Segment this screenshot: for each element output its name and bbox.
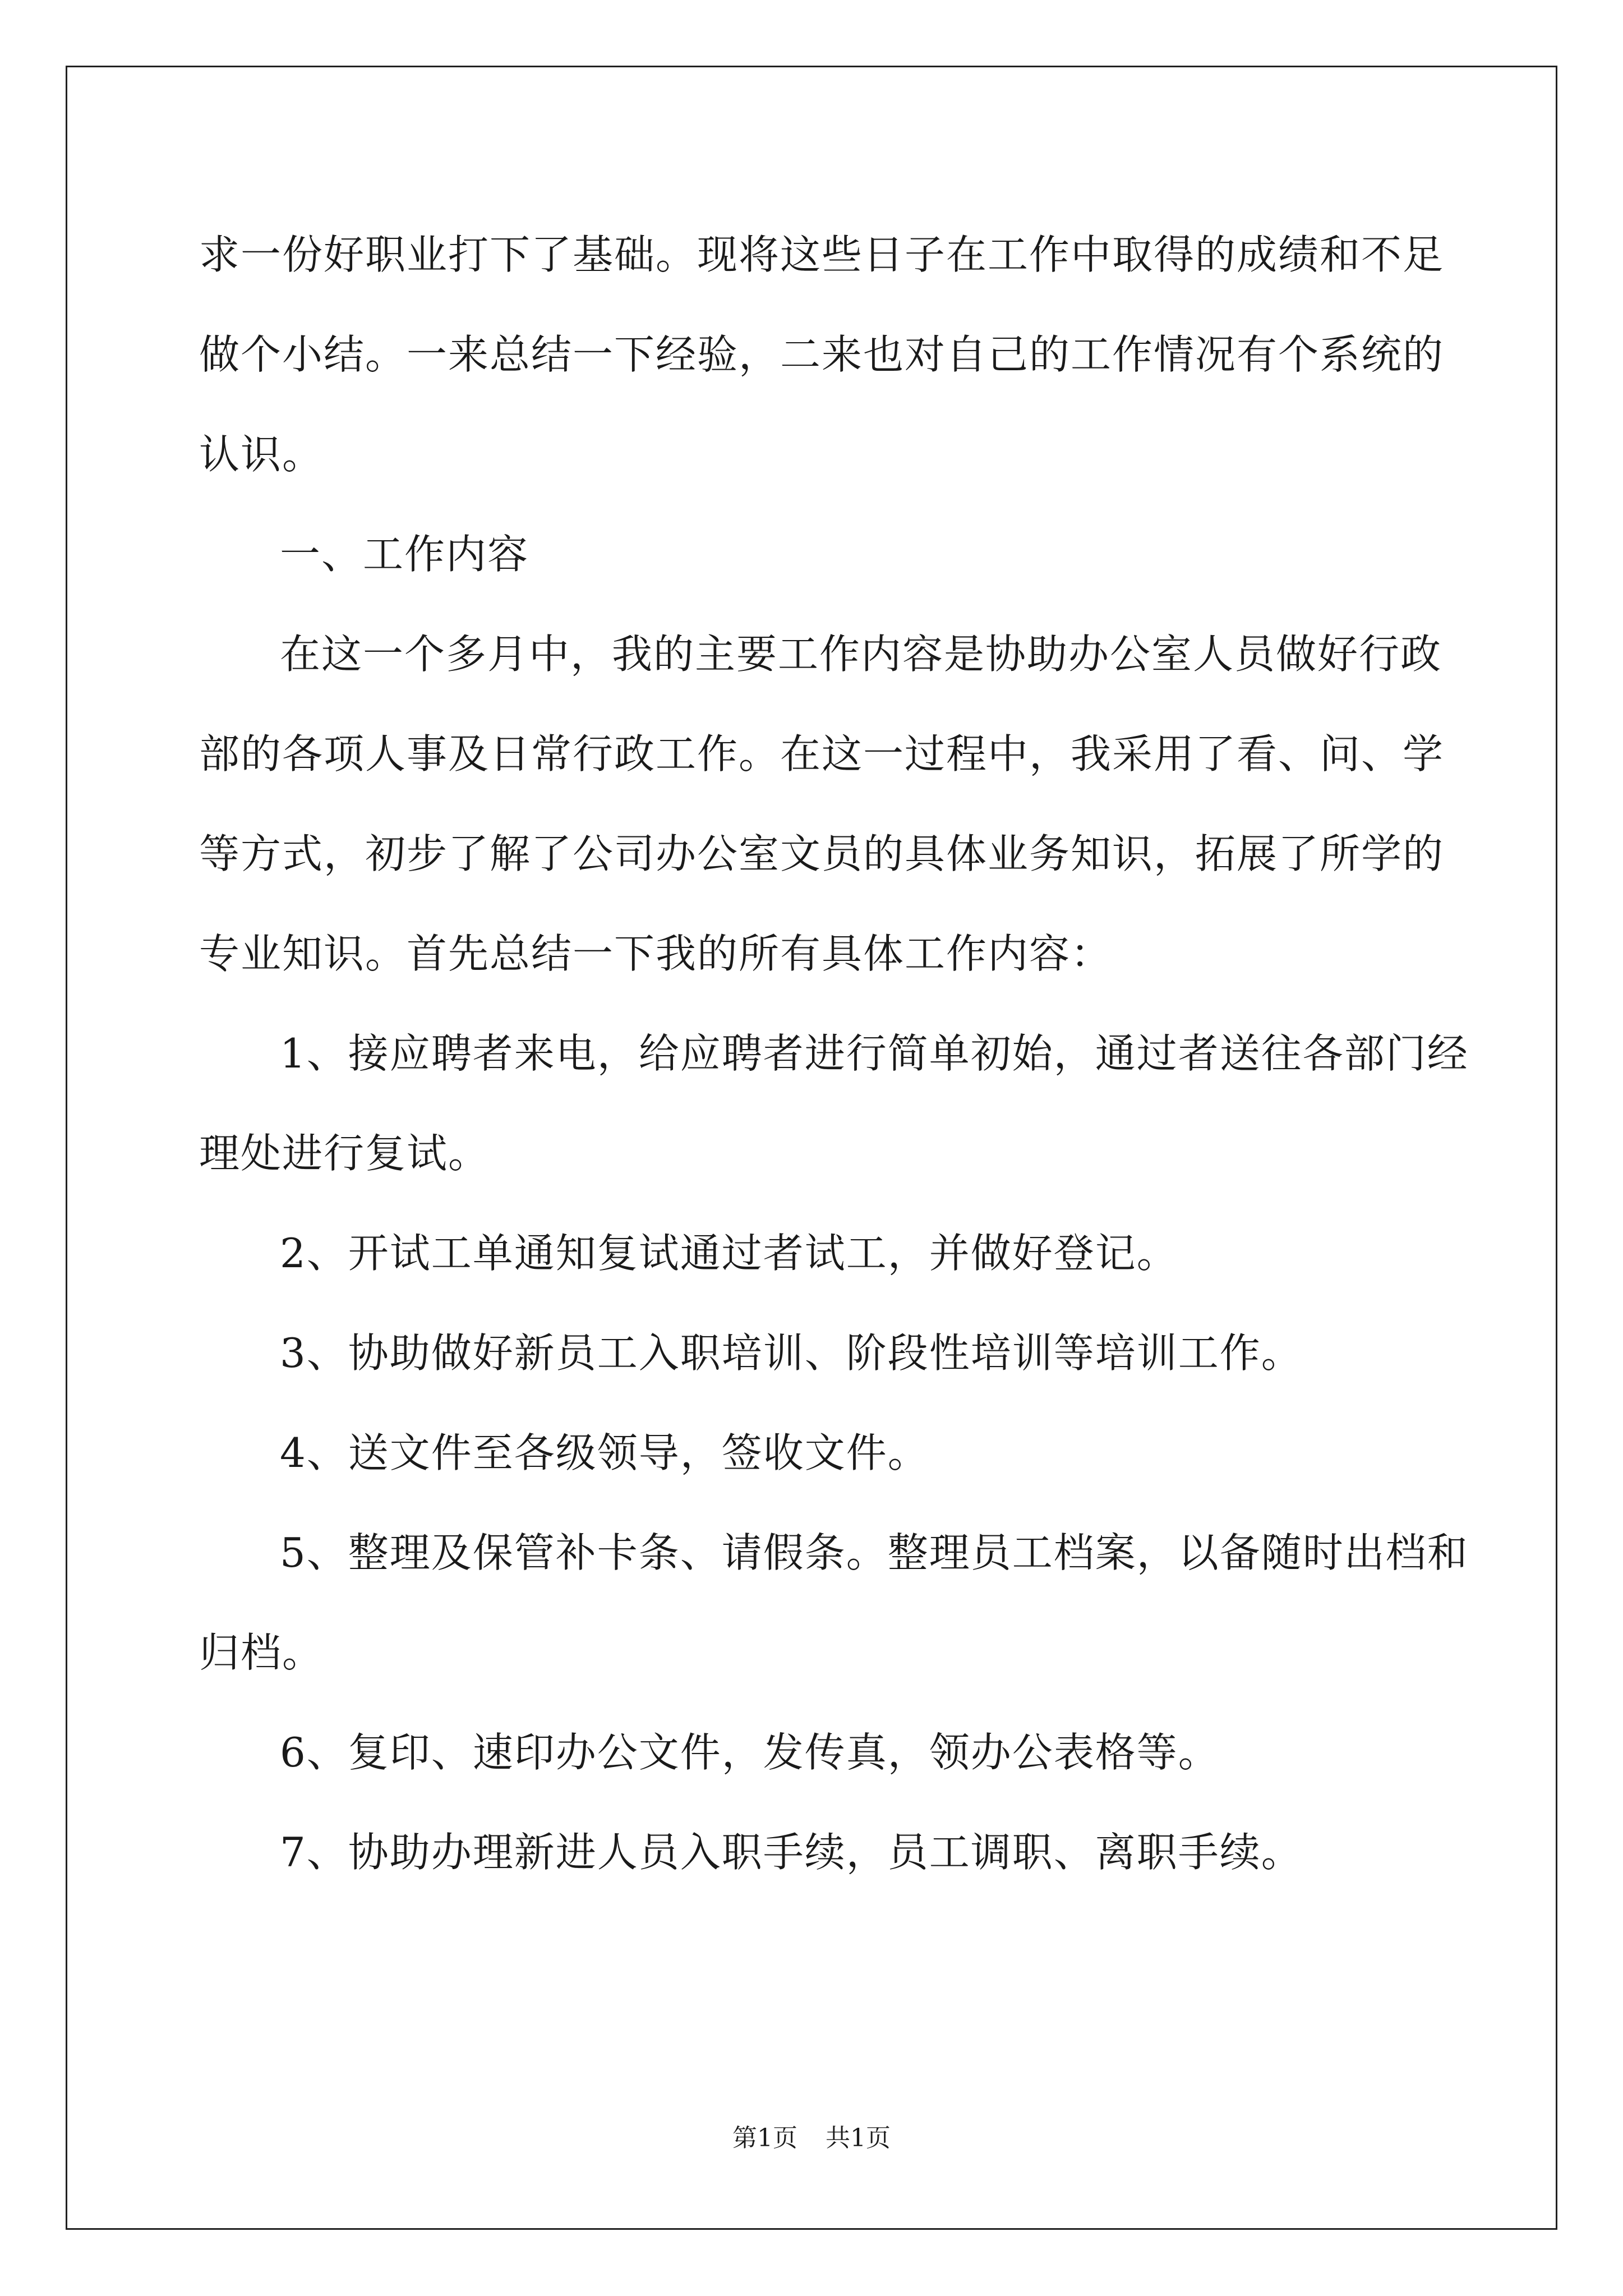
list-item-5-continued: 归档。 xyxy=(199,1629,324,1676)
text-line-1: 求一份好职业打下了基础。现将这些日子在工作中取得的成绩和不足 xyxy=(199,231,1445,278)
text-line-3: 认识。 xyxy=(199,431,324,478)
text-line-2: 做个小结。一来总结一下经验，二来也对自己的工作情况有个系统的 xyxy=(199,331,1445,378)
page-number-current: 第1页 xyxy=(732,2124,797,2152)
list-item-4: 4、送文件至各级领导，签收文件。 xyxy=(280,1429,929,1476)
document-body xyxy=(199,205,1469,1902)
list-item-1: 1、接应聘者来电，给应聘者进行简单初始，通过者送往各部门经 xyxy=(280,1030,1469,1077)
text-line-6: 部的各项人事及日常行政工作。在这一过程中，我采用了看、问、学 xyxy=(199,730,1445,777)
list-item-7: 7、协助办理新进人员入职手续，员工调职、离职手续。 xyxy=(280,1829,1303,1876)
list-item-3: 3、协助做好新员工入职培训、阶段性培训等培训工作。 xyxy=(280,1329,1303,1377)
text-line-5: 在这一个多月中，我的主要工作内容是协助办公室人员做好行政 xyxy=(280,631,1442,678)
list-item-6: 6、复印、速印办公文件，发传真，领办公表格等。 xyxy=(280,1729,1220,1776)
text-line-8: 专业知识。首先总结一下我的所有具体工作内容： xyxy=(199,930,1113,977)
page-footer xyxy=(0,2122,1623,2155)
list-item-5: 5、整理及保管补卡条、请假条。整理员工档案，以备随时出档和 xyxy=(280,1529,1469,1576)
page-number-total: 共1页 xyxy=(826,2124,891,2152)
section-heading: 一、工作内容 xyxy=(280,531,529,578)
text-line-7: 等方式，初步了解了公司办公室文员的具体业务知识，拓展了所学的 xyxy=(199,830,1445,877)
list-item-1-continued: 理处进行复试。 xyxy=(199,1130,490,1177)
list-item-2: 2、开试工单通知复试通过者试工，并做好登记。 xyxy=(280,1230,1178,1277)
